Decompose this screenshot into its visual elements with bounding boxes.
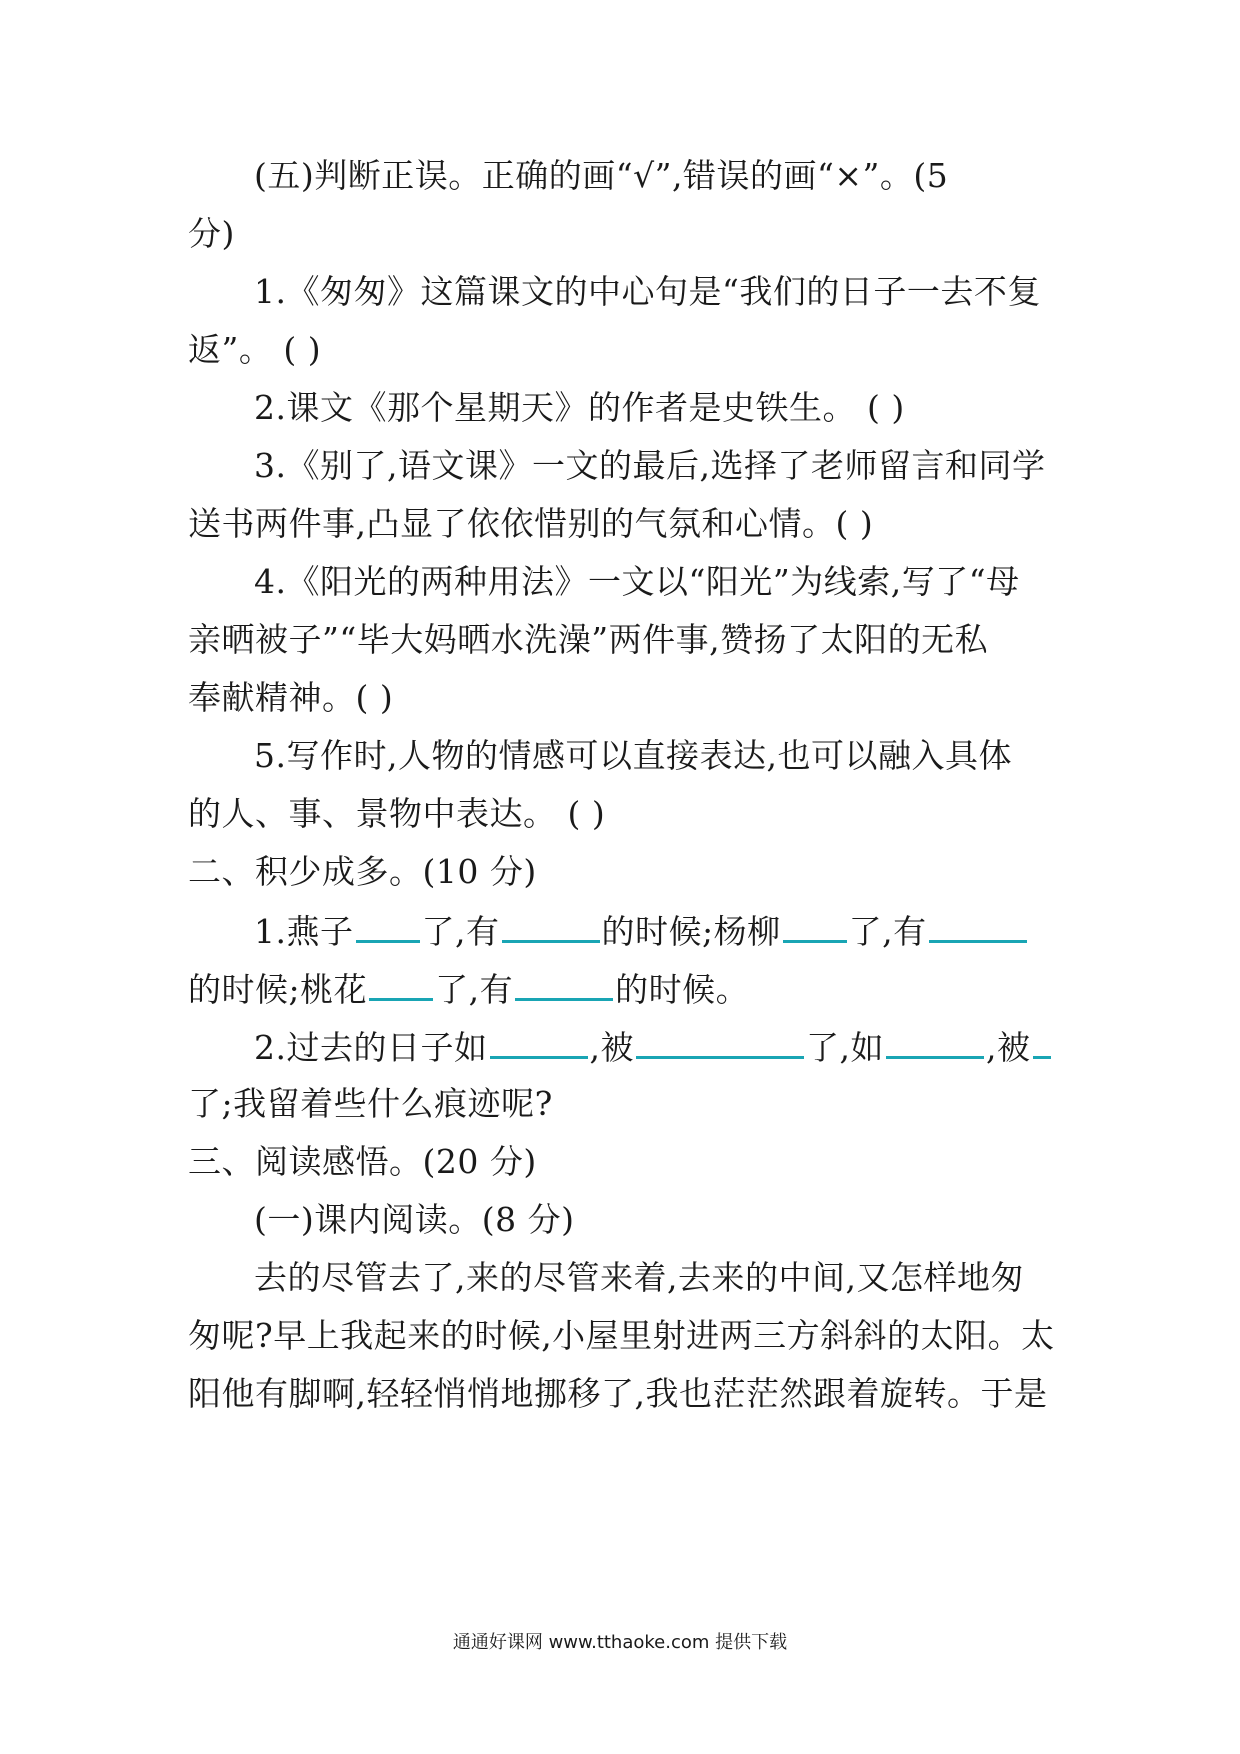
part-3-heading: 三、阅读感悟。(20 分): [188, 1142, 537, 1181]
section-5-heading-cont: 分): [188, 214, 235, 253]
judge-item-3: 3.《别了,语文课》一文的最后,选择了老师留言和同学: [254, 446, 1046, 485]
judge-item-5: 5.写作时,人物的情感可以直接表达,也可以融入具体: [254, 736, 1012, 775]
fill-blank[interactable]: [1033, 1020, 1051, 1059]
fill-q1-text-g: 的时候。: [615, 970, 750, 1009]
fill-question-2-cont: 了;我留着些什么痕迹呢?: [188, 1084, 553, 1123]
judge-item-1: 1.《匆匆》这篇课文的中心句是“我们的日子一去不复: [254, 272, 1041, 311]
fill-blank[interactable]: [502, 904, 600, 943]
judge-item-4: 4.《阳光的两种用法》一文以“阳光”为线索,写了“母: [254, 562, 1020, 601]
judge-item-4-cont: 亲晒被子”“毕大妈晒水洗澡”两件事,赞扬了太阳的无私: [188, 620, 989, 659]
fill-q1-text-e: 的时候;桃花: [188, 970, 368, 1009]
fill-q2-text-c: 了,如: [806, 1028, 884, 1067]
fill-q1-text-b: 了,有: [421, 912, 500, 951]
passage-line: 去的尽管去了,来的尽管来着,去来的中间,又怎样地匆: [254, 1258, 1024, 1297]
fill-q1-text-d: 了,有: [848, 912, 927, 951]
fill-blank[interactable]: [356, 904, 420, 943]
reading-sub-heading: (一)课内阅读。(8 分): [254, 1200, 575, 1239]
passage-line: 匆呢?早上我起来的时候,小屋里射进两三方斜斜的太阳。太: [188, 1316, 1055, 1355]
passage-line: 阳他有脚啊,轻轻悄悄地挪移了,我也茫茫然跟着旋转。于是: [188, 1374, 1048, 1413]
judge-item-1-cont: 返”。 ( ): [188, 330, 322, 369]
section-5-heading: (五)判断正误。正确的画“√”,错误的画“×”。(5: [254, 156, 949, 195]
fill-question-1-cont: [188, 962, 749, 1014]
fill-blank[interactable]: [369, 962, 433, 1001]
fill-q2-text-b: ,被: [589, 1028, 634, 1067]
fill-q1-text-f: 了,有: [435, 970, 514, 1009]
fill-q1-text-a: 1.燕子: [254, 912, 354, 951]
judge-item-4-cont2: 奉献精神。( ): [188, 678, 394, 717]
footer-credit: 通通好课网 www.tthaoke.com 提供下载: [452, 1632, 788, 1653]
fill-q2-text-a: 2.过去的日子如: [254, 1028, 488, 1067]
judge-item-5-cont: 的人、事、景物中表达。 ( ): [188, 794, 606, 833]
fill-blank[interactable]: [515, 962, 613, 1001]
judge-item-2: 2.课文《那个星期天》的作者是史铁生。 ( ): [254, 388, 905, 427]
fill-blank[interactable]: [783, 904, 847, 943]
fill-question-2: [254, 1020, 1053, 1072]
fill-blank[interactable]: [490, 1020, 588, 1059]
judge-item-3-cont: 送书两件事,凸显了依依惜别的气氛和心情。( ): [188, 504, 874, 543]
fill-blank[interactable]: [636, 1020, 804, 1059]
fill-question-1: [254, 904, 1029, 956]
fill-q2-text-d: ,被: [986, 1028, 1031, 1067]
part-2-heading: 二、积少成多。(10 分): [188, 852, 537, 891]
fill-blank[interactable]: [929, 904, 1027, 943]
fill-blank[interactable]: [886, 1020, 984, 1059]
fill-q1-text-c: 的时候;杨柳: [601, 912, 781, 951]
